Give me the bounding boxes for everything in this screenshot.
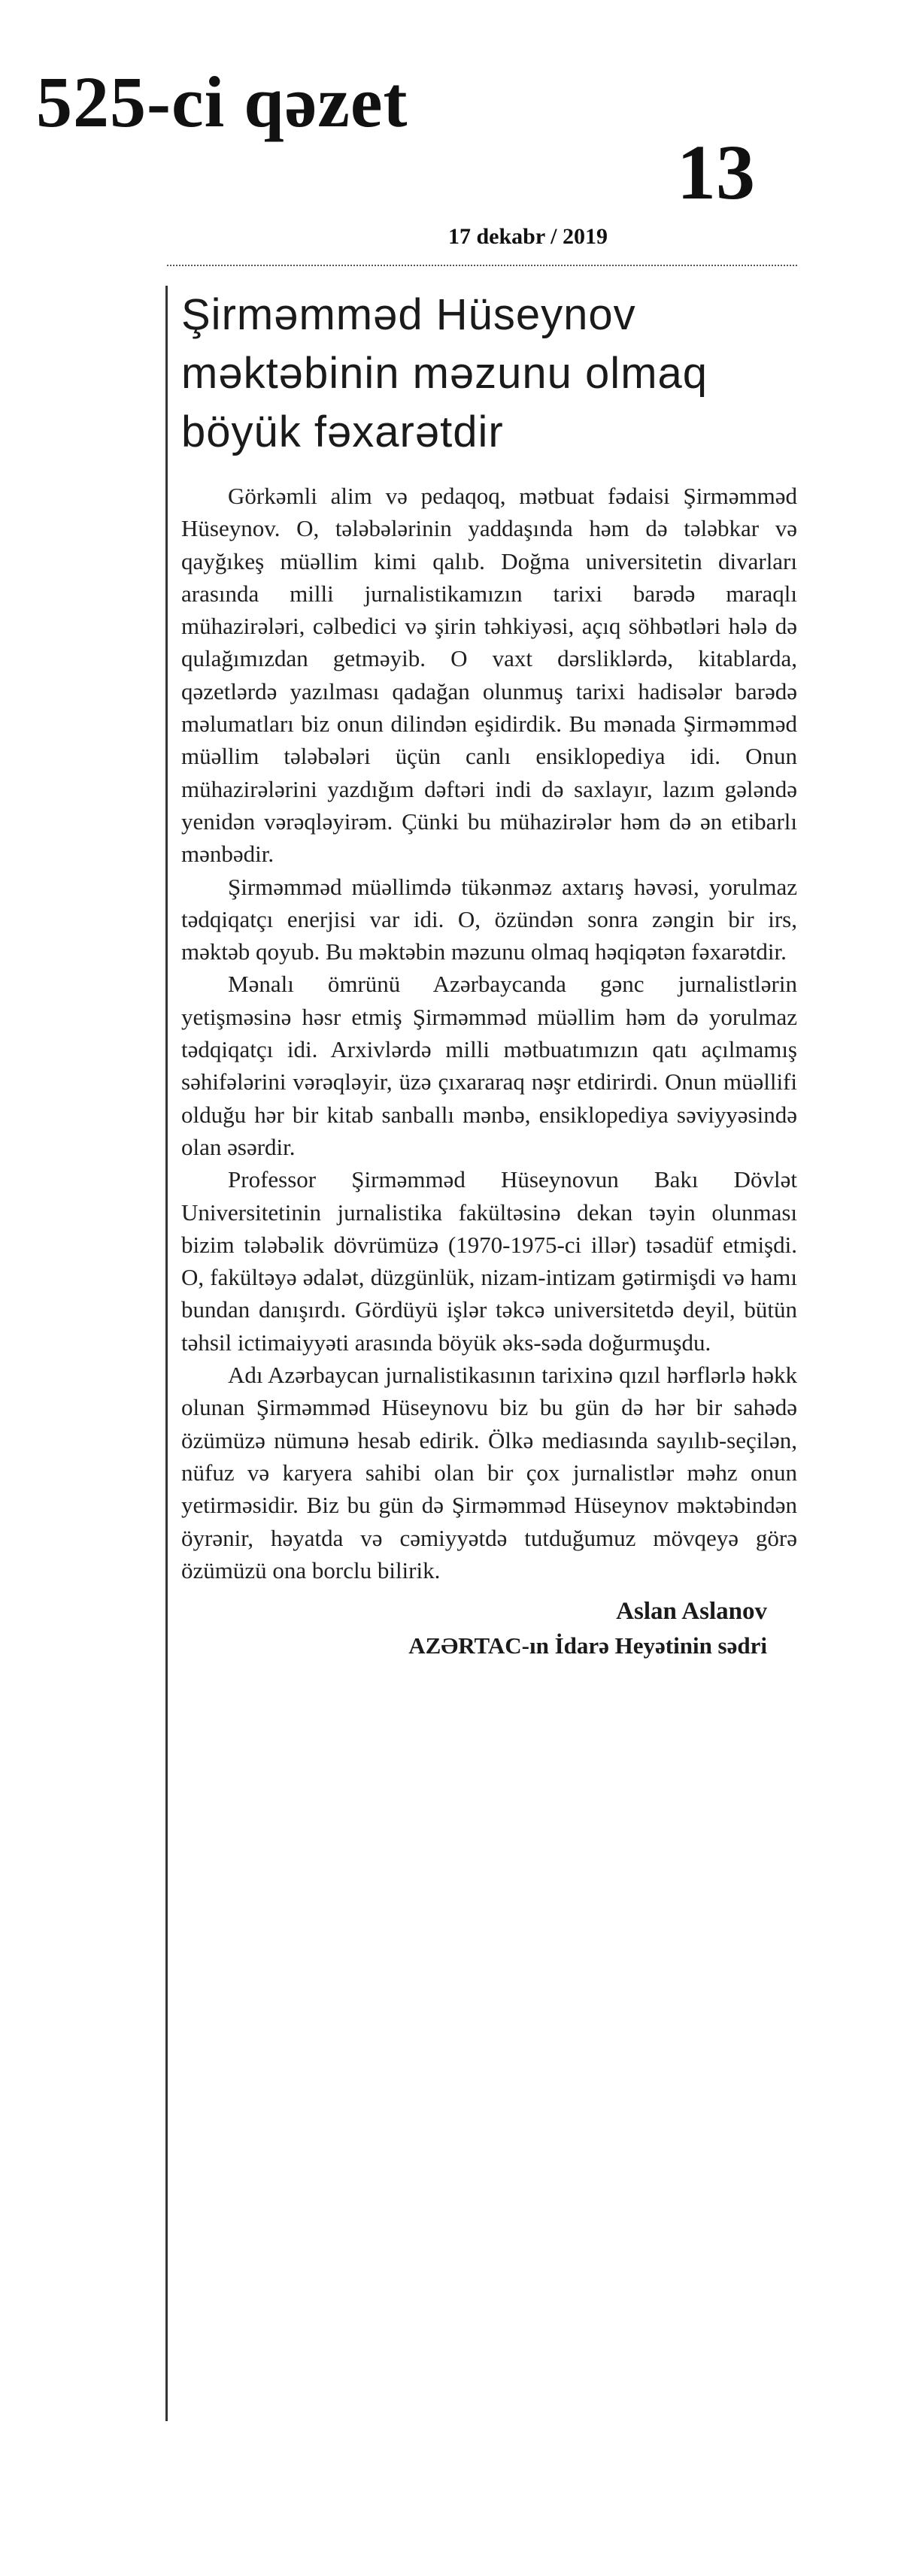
- article-paragraph: Görkəmli alim və pedaqoq, mətbuat fədaisi Şirməmməd Hüseynov. O, tələbələrinin yaddaşında həm də tələbkar və qayğıkeş müəllim kimi qalıb. Doğma universitetin divarları arasında milli jurnalistikamızın tarixi barədə maraqlı mühazirələri, cəlbedici və şirin təhkiyəsi, açıq söhbətləri hələ də qulağımızdan getməyib. O vaxt dərsliklərdə, kitablarda, qəzetlərdə yazılması qadağan olunmuş tarixi hadisələr barədə məlumatları biz onun dilindən eşidirdik. Bu mənada Şirməmməd müəllim tələbələri üçün canlı ensiklopediya idi. Onun mühazirələrini yazdığım dəftəri indi də saxlayır, lazım gələndə yenidən vərəqləyirəm. Çünki bu mühazirələr həm də ən etibarlı mənbədir.: [181, 483, 797, 868]
- article-body: [181, 480, 797, 1587]
- author-position: AZƏRTAC-ın İdarə Heyətinin sədri: [408, 1632, 767, 1659]
- article-headline: [181, 286, 797, 462]
- article-paragraph: Adı Azərbaycan jurnalistikasının tarixinə qızıl hərflərlə həkk olunan Şirməmməd Hüseynovu biz bu gün də hər bir sahədə özümüzə nümunə hesab edirik. Ölkə mediasında sayılıb-seçilən, nüfuz və karyera sahibi olan bir çox jurnalistlər məhz onun yetirməsidir. Biz bu gün də Şirməmməd Hüseynov məktəbindən öyrənir, həyatda və cəmiyyətdə tutduğumuz mövqeyə görə özümüzü ona borclu bilirik.: [181, 1362, 797, 1583]
- headline-line: məktəbinin məzunu olmaq: [181, 349, 708, 398]
- page-number: 13: [677, 129, 755, 216]
- author-name: Aslan Aslanov: [616, 1598, 767, 1626]
- article-paragraph: Şirməmməd müəllimdə tükənməz axtarış həvəsi, yorulmaz tədqiqatçı enerjisi var idi. O, özündən sonra zəngin bir irs, məktəb qoyub. Bu məktəbin məzunu olmaq həqiqətən fəxarətdir.: [181, 873, 797, 965]
- article-paragraph: Professor Şirməmməd Hüseynovun Bakı Dövlət Universitetinin jurnalistika fakültəsinə dekan təyin olunması bizim tələbəlik dövrümüzə (1970-1975-ci illər) təsadüf etmişdi. O, fakültəyə ədalət, düzgünlük, nizam-intizam gətirmişdi və hamı bundan danışırdı. Gördüyü işlər təkcə universitetdə deyil, bütün təhsil ictimaiyyəti arasında böyük əks-səda doğurmuşdu.: [181, 1166, 797, 1356]
- top-divider: [167, 265, 797, 266]
- article: [165, 286, 797, 2421]
- article-paragraph: Mənalı ömrünü Azərbaycanda gənc jurnalistlərin yetişməsinə həsr etmiş Şirməmməd müəllim həm də yorulmaz tədqiqatçı idi. Arxivlərdə milli mətbuatımızın qatı açılmamış səhifələrini vərəqləyir, üzə çıxararaq nəşr etdirirdi. Onun müəllifi olduğu hər bir kitab sanballı mənbə, ensiklopediya səviyyəsində olan əsərdir.: [181, 971, 797, 1160]
- headline-line: Şirməmməd Hüseynov: [181, 290, 636, 339]
- headline-line: böyük fəxarətdir: [181, 408, 504, 456]
- issue-date: 17 dekabr / 2019: [448, 224, 608, 249]
- masthead: 525-ci qəzet: [36, 62, 408, 142]
- signature: [181, 1594, 797, 1663]
